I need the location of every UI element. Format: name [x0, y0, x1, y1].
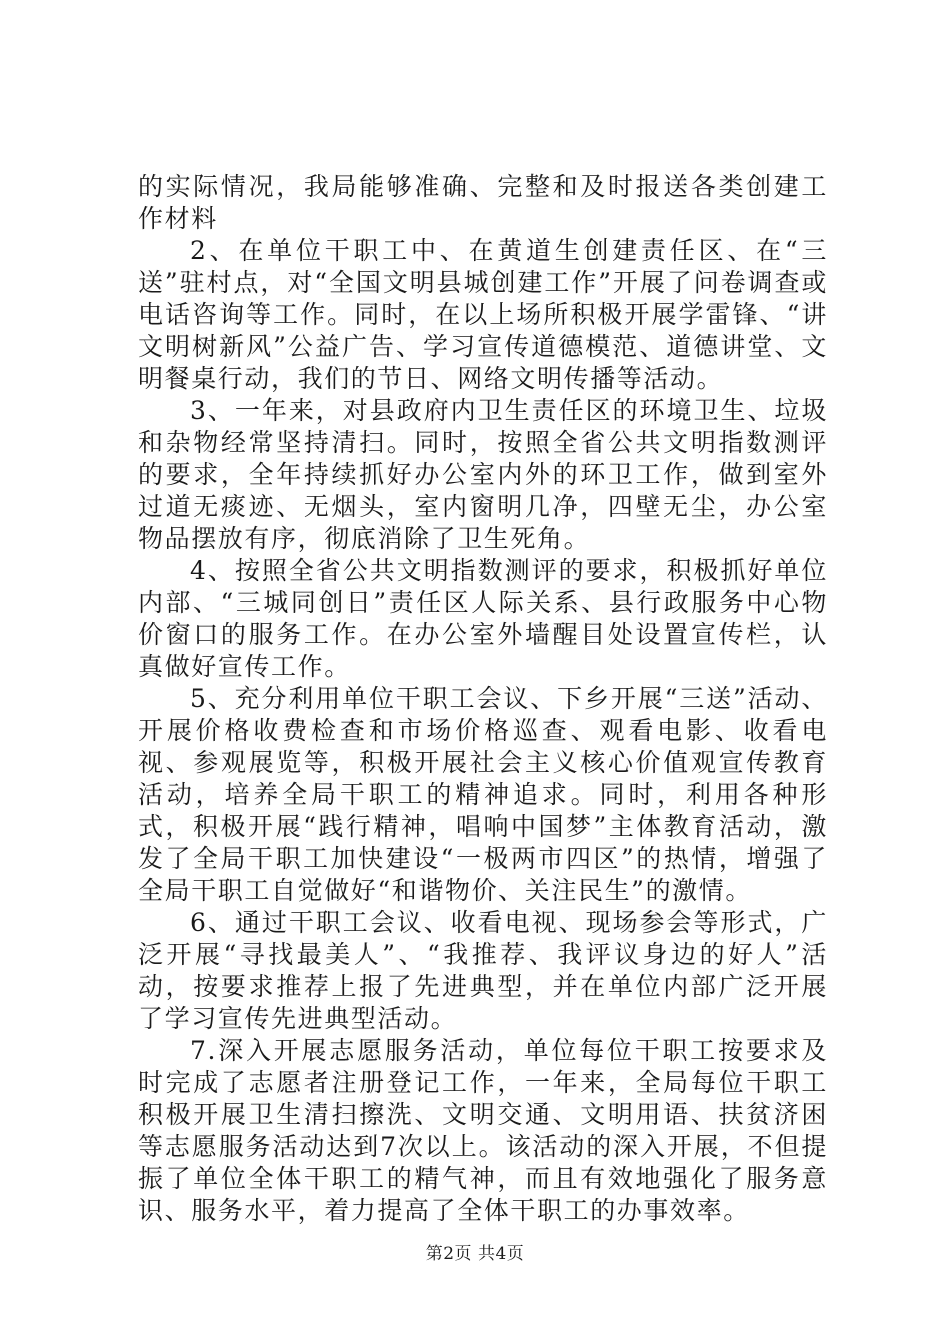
paragraph-item-4: 4、按照全省公共文明指数测评的要求，积极抓好单位内部、“三城同创日”责任区人际关系、县行政服务中心物价窗口的服务工作。在办公室外墙醒目处设置宣传栏，认真做好宣传工作。 — [138, 556, 828, 681]
page-number-footer: 第2页 共4页 — [425, 1244, 525, 1264]
paragraph-item-5: 5、充分利用单位干职工会议、下乡开展“三送”活动、开展价格收费检查和市场价格巡查、观看电影、收看电视、参观展览等，积极开展社会主义核心价值观宣传教育活动，培养全局干职工的精神追求。同时，利用各种形式，积极开展“践行精神，唱响中国梦”主体教育活动，激发了全局干职工加快建设“一极两市四区”的热情，增强了全局干职工自觉做好“和谐物价、关注民生”的激情。 — [138, 684, 828, 905]
document-body — [138, 171, 828, 1227]
paragraph-item-2: 2、在单位干职工中、在黄道生创建责任区、在“三送”驻村点，对“全国文明县城创建工作”开展了问卷调查或电话咨询等工作。同时，在以上场所积极开展学雷锋、“讲文明树新风”公益广告、学习宣传道德模范、道德讲堂、文明餐桌行动，我们的节日、网络文明传播等活动。 — [138, 236, 828, 393]
paragraph-item-3: 3、一年来，对县政府内卫生责任区的环境卫生、垃圾和杂物经常坚持清扫。同时，按照全省公共文明指数测评的要求，全年持续抓好办公室内外的环卫工作，做到室外过道无痰迹、无烟头，室内窗明几净，四壁无尘，办公室物品摆放有序，彻底消除了卫生死角。 — [138, 396, 828, 553]
paragraph-item-6: 6、通过干职工会议、收看电视、现场参会等形式，广泛开展“寻找最美人”、“我推荐、我评议身边的好人”活动，按要求推荐上报了先进典型，并在单位内部广泛开展了学习宣传先进典型活动。 — [138, 908, 828, 1033]
paragraph-continuation: 的实际情况，我局能够准确、完整和及时报送各类创建工作材料 — [138, 172, 828, 233]
paragraph-item-7: 7.深入开展志愿服务活动，单位每位干职工按要求及时完成了志愿者注册登记工作，一年来，全局每位干职工积极开展卫生清扫擦洗、文明交通、文明用语、扶贫济困等志愿服务活动达到7次以上。该活动的深入开展，不但提振了单位全体干职工的精气神，而且有效地强化了服务意识、服务水平，着力提高了全体干职工的办事效率。 — [138, 1036, 828, 1225]
